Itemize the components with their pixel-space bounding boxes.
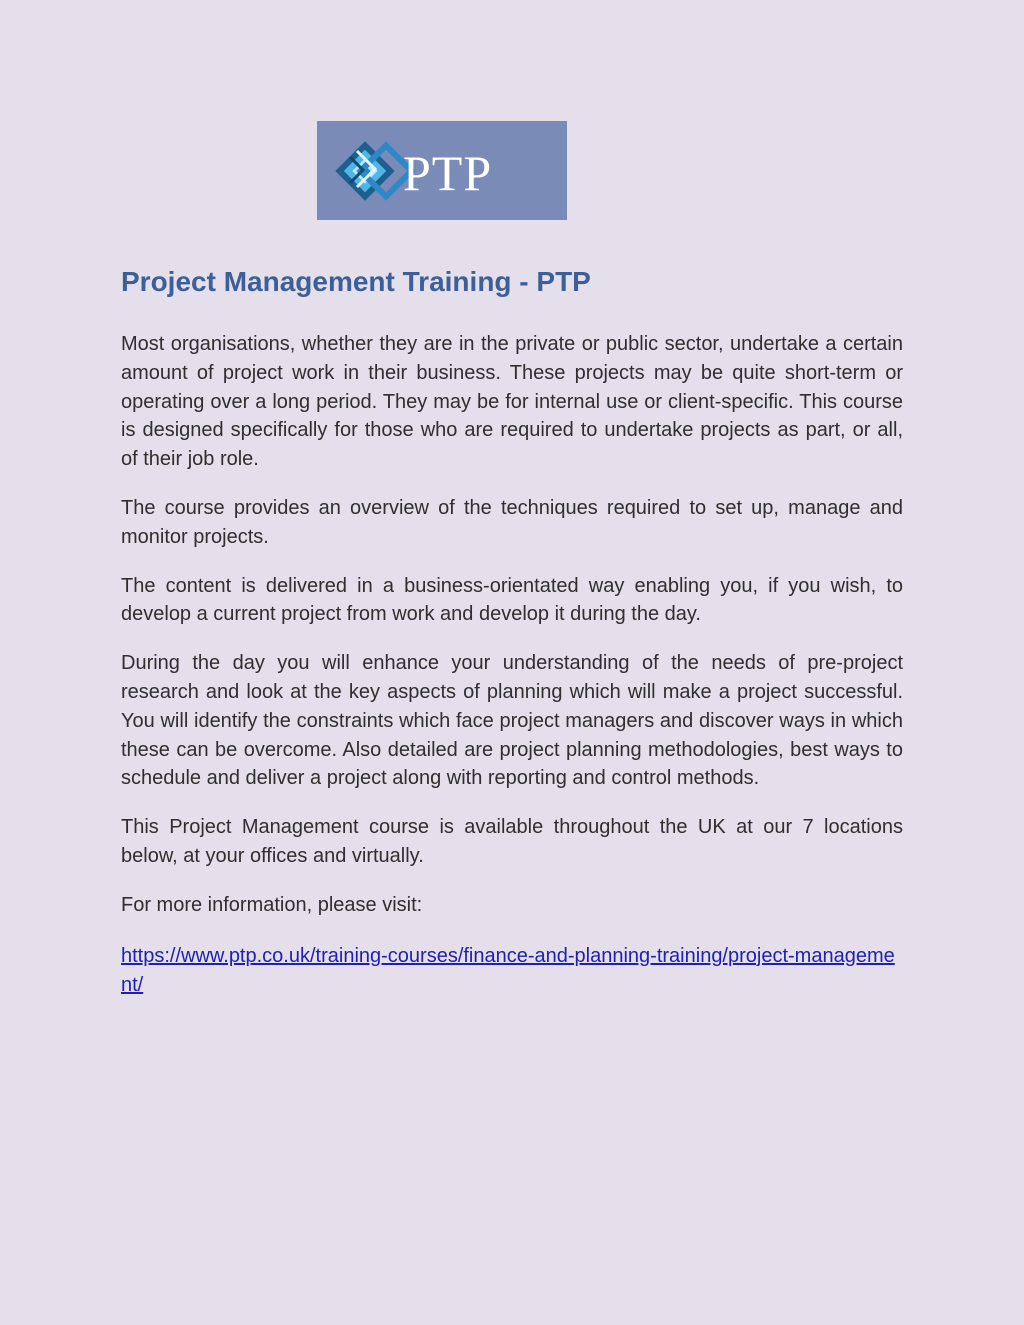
overview-paragraph: The course provides an overview of the techniques required to set up, manage and monitor projects.	[121, 496, 903, 548]
delivery-paragraph: The content is delivered in a business-orientated way enabling you, if you wish, to develop a current project from work and develop it during the day.	[121, 574, 903, 626]
more-info-paragraph: For more information, please visit:	[121, 893, 423, 916]
course-link[interactable]: https://www.ptp.co.uk/training-courses/finance-and-planning-training/project-management/	[121, 944, 895, 996]
document-content	[121, 262, 903, 1000]
ptp-logo	[317, 121, 567, 220]
locations-paragraph: This Project Management course is available throughout the UK at our 7 locations below, at your offices and virtually.	[121, 816, 903, 867]
page-title: Project Management Training - PTP	[121, 266, 591, 297]
intro-paragraph: Most organisations, whether they are in the private or public sector, undertake a certain amount of project work in their business. These projects may be quite short-term or operating over a long period. They may be for internal use or client-specific. This course is designed specifically for those who are required to undertake projects as part, or all, of their job role.	[121, 333, 903, 471]
logo-text: PTP	[403, 145, 493, 201]
learning-paragraph: During the day you will enhance your understanding of the needs of pre-project research and look at the key aspects of planning which will make a project successful. You will identify the constraints which face project managers and discover ways in which these can be overcome. Also detailed are project planning methodologies, best ways to schedule and deliver a project along with reporting and control methods.	[121, 652, 903, 790]
